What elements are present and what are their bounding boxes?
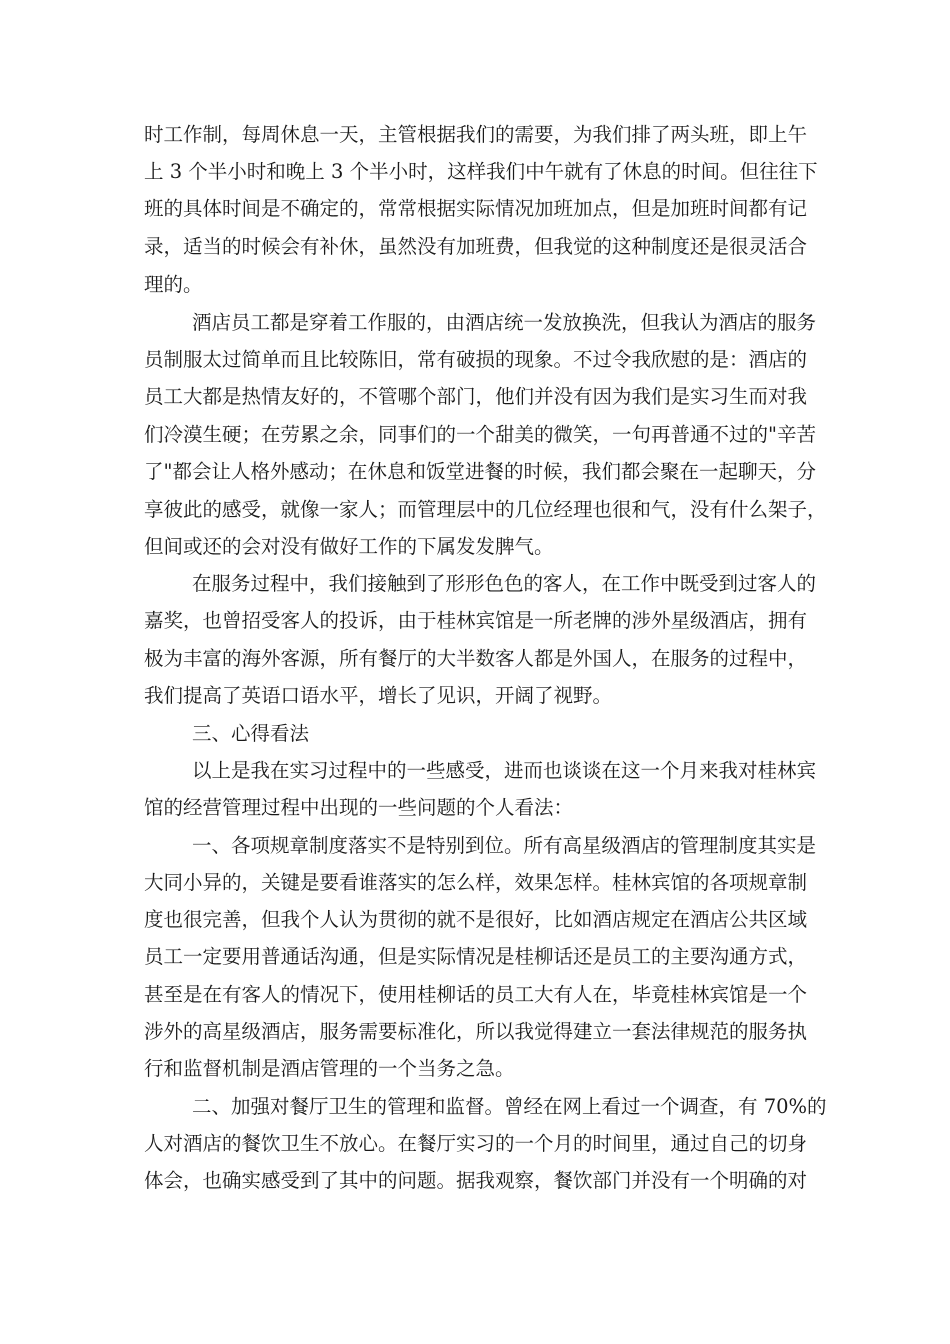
text-line: 体会，也确实感受到了其中的问题。据我观察，餐饮部门并没有一个明确的对	[144, 1169, 808, 1192]
text-line: 们冷漠生硬；在劳累之余，同事们的一个甜美的微笑，一句再普通不过的"辛苦	[144, 423, 816, 446]
text-line: 班的具体时间是不确定的，常常根据实际情况加班加点，但是加班时间都有记	[144, 197, 808, 220]
text-line: 但间或还的会对没有做好工作的下属发发脾气。	[144, 535, 554, 558]
text-line: 了"都会让人格外感动；在休息和饭堂进餐的时候，我们都会聚在一起聊天，分	[144, 460, 816, 483]
text-line: 极为丰富的海外客源，所有餐厅的大半数客人都是外国人，在服务的过程中，	[144, 647, 808, 670]
text-line: 时工作制，每周休息一天，主管根据我们的需要，为我们排了两头班，即上午	[144, 123, 808, 146]
text-line: 员制服太过简单而且比较陈旧，常有破损的现象。不过令我欣慰的是：酒店的	[144, 348, 808, 371]
paragraph-first-line: 一、各项规章制度落实不是特别到位。所有高星级酒店的管理制度其实是	[192, 834, 817, 857]
text-line: 享彼此的感受，就像一家人；而管理层中的几位经理也很和气，没有什么架子，	[144, 498, 827, 521]
text-line: 录，适当的时候会有补休，虽然没有加班费，但我觉的这种制度还是很灵活合	[144, 235, 808, 258]
text-line: 我们提高了英语口语水平，增长了见识，开阔了视野。	[144, 684, 613, 707]
text-line: 馆的经营管理过程中出现的一些问题的个人看法：	[144, 796, 574, 819]
paragraph-first-line: 二、加强对餐厅卫生的管理和监督。曾经在网上看过一个调查，有 70%的	[192, 1095, 827, 1118]
text-line: 上 3 个半小时和晚上 3 个半小时，这样我们中午就有了休息的时间。但往往下	[144, 160, 818, 183]
paragraph-first-line: 以上是我在实习过程中的一些感受，进而也谈谈在这一个月来我对桂林宾	[192, 759, 817, 782]
text-line: 人对酒店的餐饮卫生不放心。在餐厅实习的一个月的时间里，通过自己的切身	[144, 1132, 808, 1155]
text-line: 员工一定要用普通话沟通，但是实际情况是桂柳话还是员工的主要沟通方式，	[144, 945, 808, 968]
text-line: 甚至是在有客人的情况下，使用桂柳话的员工大有人在，毕竟桂林宾馆是一个	[144, 983, 808, 1006]
text-line: 度也很完善，但我个人认为贯彻的就不是很好，比如酒店规定在酒店公共区域	[144, 908, 808, 931]
text-line: 理的。	[144, 273, 203, 296]
section-heading: 三、心得看法	[192, 722, 310, 745]
text-line: 员工大都是热情友好的，不管哪个部门，他们并没有因为我们是实习生而对我	[144, 385, 808, 408]
text-line: 行和监督机制是酒店管理的一个当务之急。	[144, 1057, 515, 1080]
text-line: 涉外的高星级酒店，服务需要标准化，所以我觉得建立一套法律规范的服务执	[144, 1020, 808, 1043]
paragraph-first-line: 在服务过程中，我们接触到了形形色色的客人，在工作中既受到过客人的	[192, 572, 817, 595]
text-line: 大同小异的，关键是要看谁落实的怎么样，效果怎样。桂林宾馆的各项规章制	[144, 871, 808, 894]
paragraph-first-line: 酒店员工都是穿着工作服的，由酒店统一发放换洗，但我认为酒店的服务	[192, 311, 817, 334]
text-line: 嘉奖，也曾招受客人的投诉，由于桂林宾馆是一所老牌的涉外星级酒店，拥有	[144, 609, 808, 632]
